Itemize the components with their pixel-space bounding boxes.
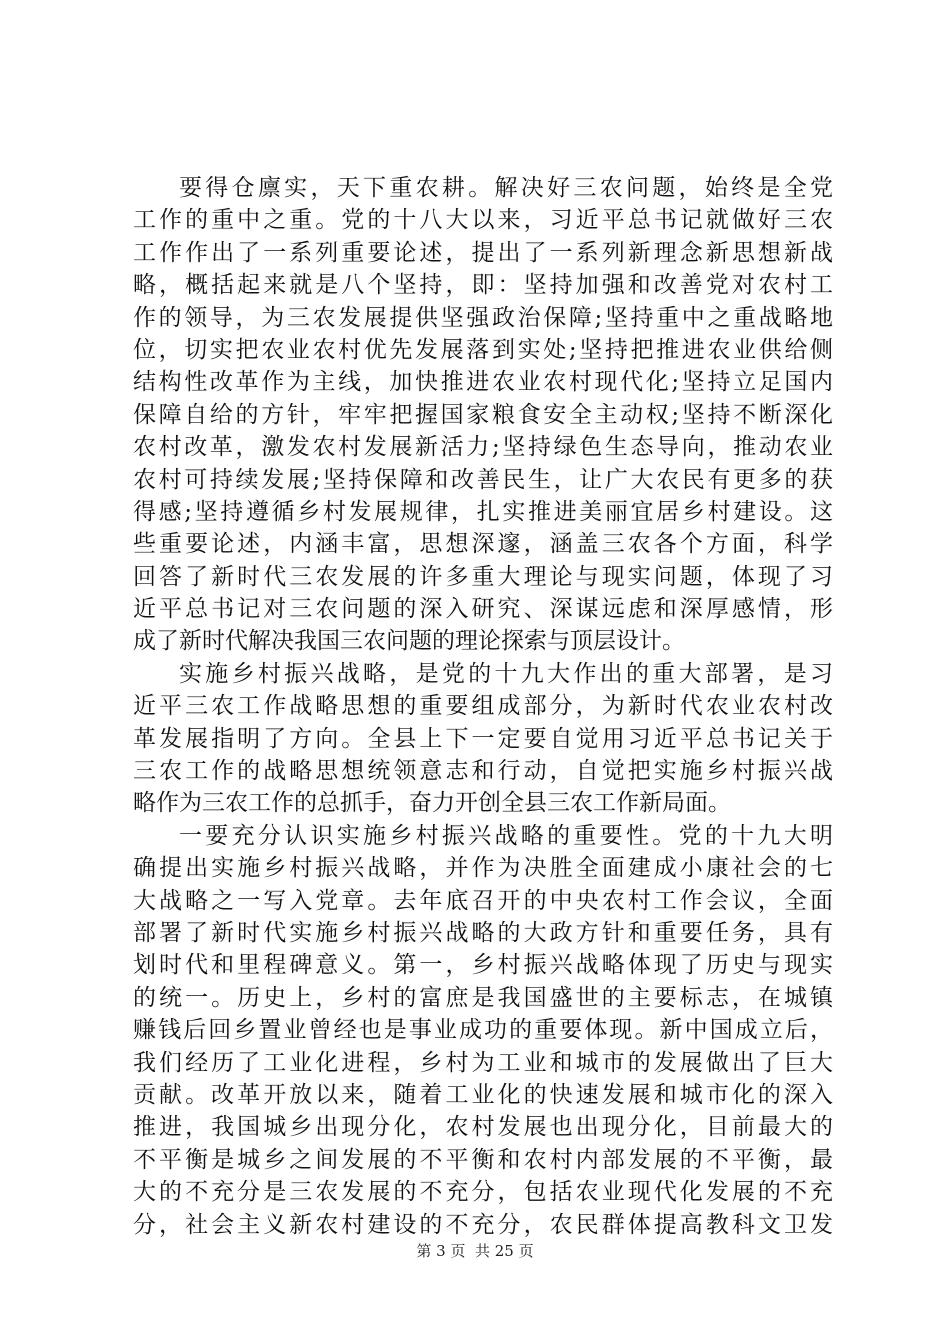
text-line: 实施乡村振兴战略，是党的十九大作出的重大部署，是习 <box>179 660 833 687</box>
text-line: 作的领导，为三农发展提供坚强政治保障;坚持重中之重战略地 <box>133 304 833 331</box>
page-number-label: 第 3 页 共 25 页 <box>416 1242 534 1260</box>
text-line: 部署了新时代实施乡村振兴战略的大政方针和重要任务，具有 <box>133 919 833 946</box>
text-line: 的统一。历史上，乡村的富庶是我国盛世的主要标志，在城镇 <box>133 984 833 1011</box>
text-line: 保障自给的方针，牢牢把握国家粮食安全主动权;坚持不断深化 <box>133 401 833 428</box>
page-footer <box>0 1240 950 1261</box>
text-line: 结构性改革作为主线，加快推进农业农村现代化;坚持立足国内 <box>133 369 833 396</box>
text-line: 革发展指明了方向。全县上下一定要自觉用习近平总书记关于 <box>133 725 833 752</box>
text-line: 分，社会主义新农村建设的不充分，农民群体提高教科文卫发 <box>133 1211 833 1238</box>
text-line: 贡献。改革开放以来，随着工业化的快速发展和城市化的深入 <box>133 1081 833 1108</box>
text-line: 划时代和里程碑意义。第一，乡村振兴战略体现了历史与现实 <box>133 952 833 979</box>
text-line: 推进，我国城乡出现分化，农村发展也出现分化，目前最大的 <box>133 1114 833 1141</box>
text-line: 赚钱后回乡置业曾经也是事业成功的重要体现。新中国成立后， <box>133 1017 833 1044</box>
text-line: 我们经历了工业化进程，乡村为工业和城市的发展做出了巨大 <box>133 1049 833 1076</box>
text-line: 近平总书记对三农问题的深入研究、深谋远虑和深厚感情，形 <box>133 596 833 623</box>
text-line: 略，概括起来就是八个坚持，即：坚持加强和改善党对农村工 <box>133 272 833 299</box>
text-line: 回答了新时代三农发展的许多重大理论与现实问题，体现了习 <box>133 563 833 590</box>
text-line: 三农工作的战略思想统领意志和行动，自觉把实施乡村振兴战 <box>133 758 833 785</box>
text-line: 得感;坚持遵循乡村发展规律，扎实推进美丽宜居乡村建设。这 <box>133 498 833 525</box>
text-line: 略作为三农工作的总抓手，奋力开创全县三农工作新局面。 <box>133 790 731 817</box>
text-line: 位，切实把农业农村优先发展落到实处;坚持把推进农业供给侧 <box>133 336 833 363</box>
text-line: 些重要论述，内涵丰富，思想深邃，涵盖三农各个方面，科学 <box>133 531 833 558</box>
text-line: 工作的重中之重。党的十八大以来，习近平总书记就做好三农 <box>133 207 833 234</box>
text-line: 大战略之一写入党章。去年底召开的中央农村工作会议，全面 <box>133 887 833 914</box>
text-line: 确提出实施乡村振兴战略，并作为决胜全面建成小康社会的七 <box>133 855 833 882</box>
text-line: 工作作出了一系列重要论述，提出了一系列新理念新思想新战 <box>133 239 833 266</box>
text-line: 成了新时代解决我国三农问题的理论探索与顶层设计。 <box>133 628 685 655</box>
text-line: 近平三农工作战略思想的重要组成部分，为新时代农业农村改 <box>133 693 833 720</box>
text-line: 大的不充分是三农发展的不充分，包括农业现代化发展的不充 <box>133 1179 833 1206</box>
document-body <box>133 172 833 1241</box>
text-line: 要得仓廪实，天下重农耕。解决好三农问题，始终是全党 <box>179 175 833 201</box>
text-line: 一要充分认识实施乡村振兴战略的重要性。党的十九大明 <box>179 822 833 849</box>
text-line: 不平衡是城乡之间发展的不平衡和农村内部发展的不平衡，最 <box>133 1146 833 1173</box>
text-line: 农村可持续发展;坚持保障和改善民生，让广大农民有更多的获 <box>133 466 833 493</box>
text-line: 农村改革，激发农村发展新活力;坚持绿色生态导向，推动农业 <box>133 434 833 461</box>
